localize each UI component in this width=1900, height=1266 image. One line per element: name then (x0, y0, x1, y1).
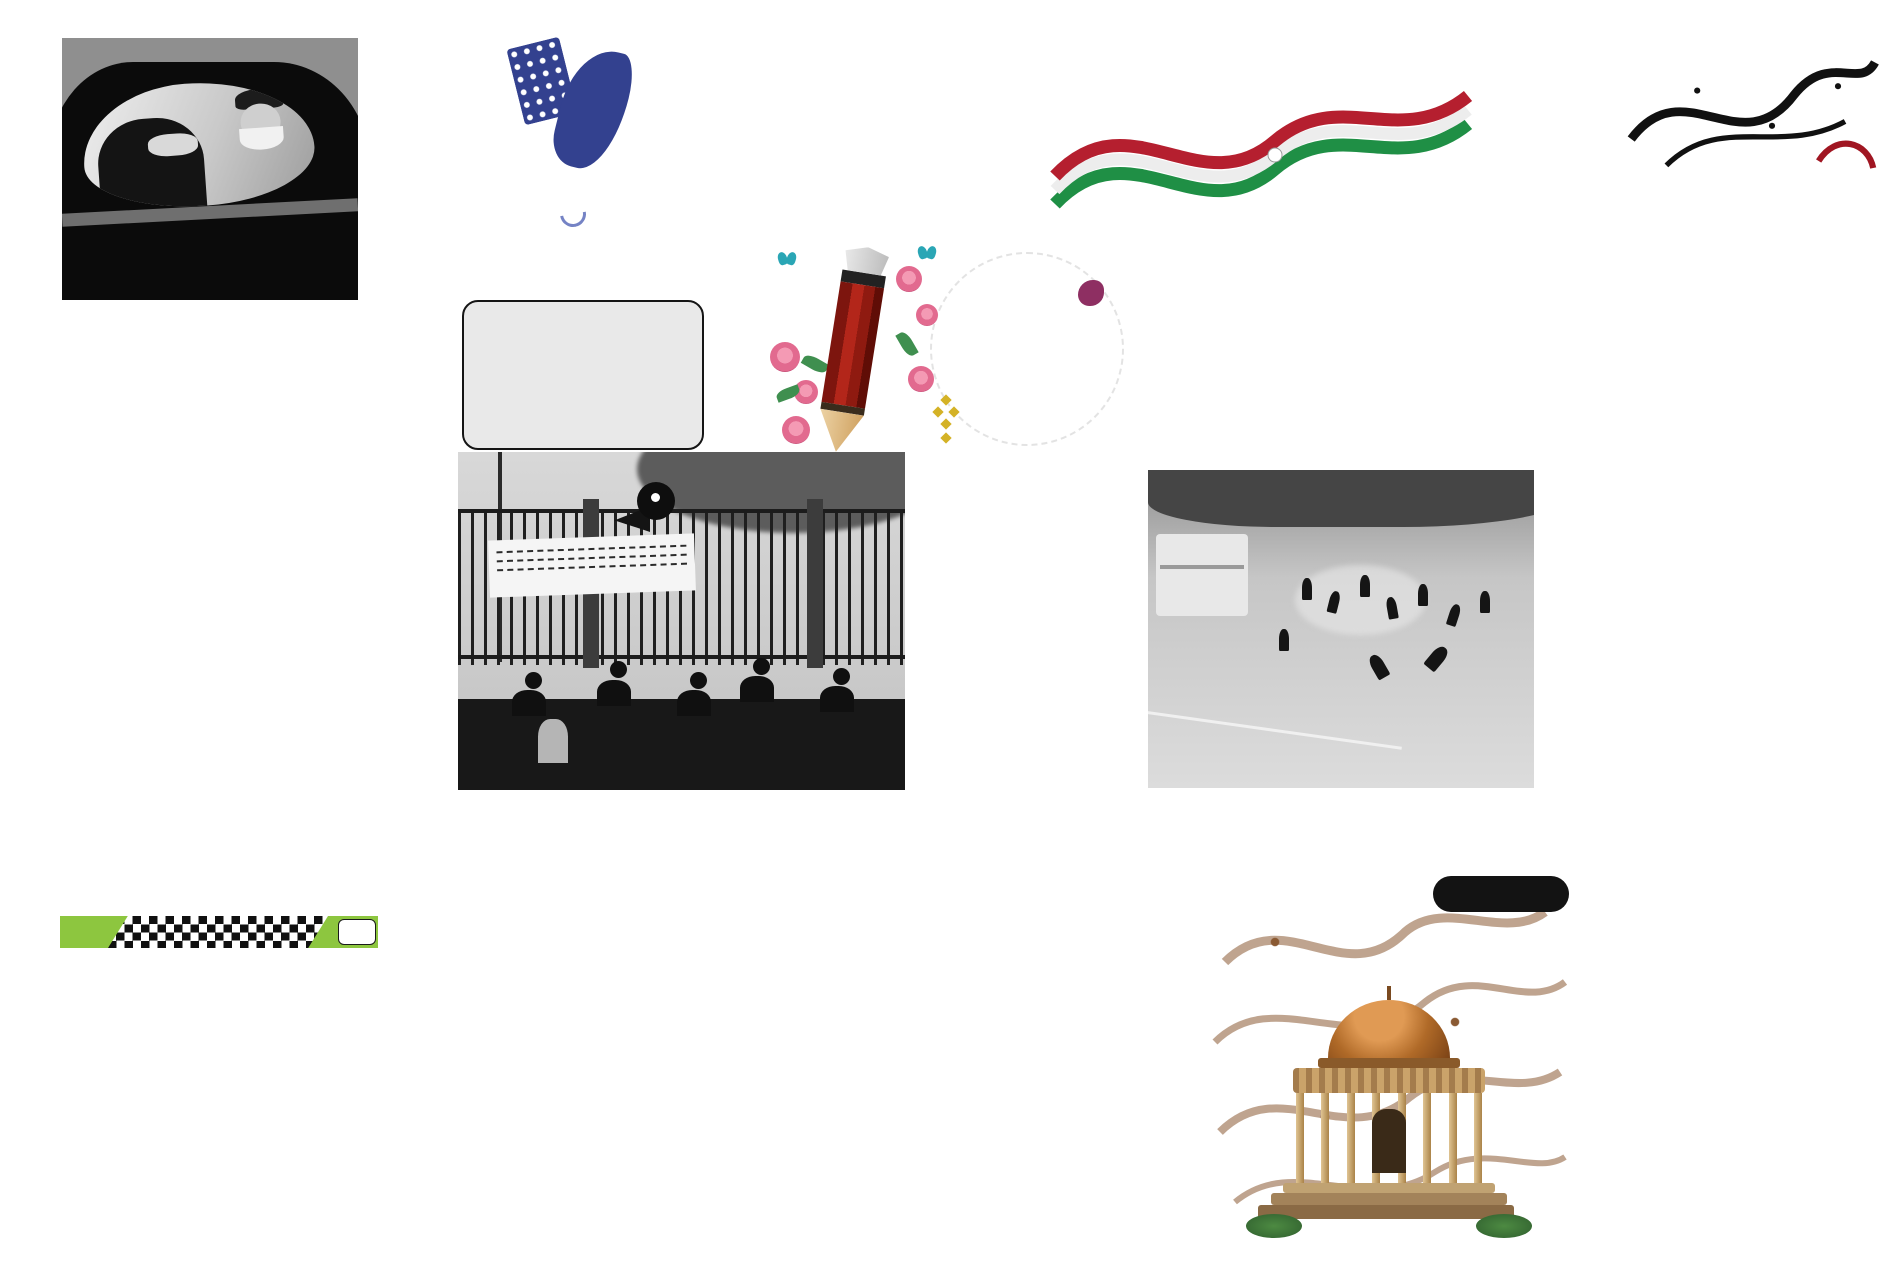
embassy-photo (458, 452, 905, 790)
sizdah-aban-calligraphy (1050, 42, 1480, 282)
figure-silhouette (1480, 591, 1490, 613)
figure-silhouette (1360, 575, 1370, 597)
person-head (690, 672, 707, 689)
person-shoulders (677, 690, 711, 716)
tomb-entablature (1293, 1068, 1485, 1093)
flower-icon (916, 304, 938, 326)
exile-photo (62, 38, 358, 300)
person-shoulders (512, 690, 546, 716)
bismillah-calligraphy (1618, 28, 1882, 206)
driver-silhouette (95, 114, 208, 213)
bismillah-strokes (1618, 28, 1882, 206)
person-head (610, 661, 627, 678)
tomb-drum (1318, 1058, 1460, 1068)
flower-icon (782, 416, 810, 444)
diamond-ornament-icon (934, 396, 958, 444)
protest-banner-shape (488, 533, 695, 598)
figure-silhouette (1279, 629, 1289, 651)
smoke-shape (1295, 565, 1426, 635)
roz-calligraphy (955, 155, 1065, 161)
leaf-icon (801, 352, 830, 375)
embassy-column-2 (688, 800, 905, 1248)
person-silhouette (538, 719, 568, 763)
tomb-dome (1328, 1000, 1450, 1058)
vehicle-shape (1156, 534, 1249, 617)
checker-pattern (108, 916, 328, 948)
figure-silhouette (1446, 603, 1462, 627)
fence-pillar (807, 499, 823, 668)
school-logo (452, 42, 690, 300)
tomb-sarcophagus (1372, 1109, 1406, 1173)
embassy-column-1 (910, 452, 1040, 1244)
flower-icon (896, 266, 922, 292)
pencil-icon (814, 244, 890, 456)
hafez-panel (1205, 872, 1573, 1244)
figure-silhouette (1423, 643, 1450, 672)
crossword-banner (60, 916, 378, 948)
swirl-ornament-icon (555, 196, 591, 232)
beard-shape (239, 126, 284, 151)
figure-silhouette (1302, 578, 1312, 600)
fence-rail (458, 509, 905, 513)
leaf-icon (895, 330, 918, 359)
pencil-body (822, 281, 885, 408)
flower-icon (770, 342, 800, 372)
flower-icon (908, 366, 934, 392)
embassy-column-3 (458, 800, 677, 1248)
exile-column-1 (212, 362, 376, 910)
protests-column-1 (1342, 305, 1535, 467)
curb-line (1148, 709, 1402, 750)
figure-silhouette (1366, 653, 1390, 681)
crossword-grid (26, 950, 392, 1100)
figure-silhouette (1418, 584, 1428, 606)
tomb-step (1283, 1183, 1495, 1193)
tomb-step (1258, 1205, 1514, 1219)
person-head (833, 668, 850, 685)
tomb-finial (1387, 986, 1391, 1000)
fence-rail (458, 655, 905, 659)
crossword-tab-label (338, 919, 376, 945)
credit-box (462, 300, 704, 450)
flame-tulip-icon (511, 42, 631, 180)
pencil-tip (814, 409, 864, 455)
butterfly-icon (918, 246, 936, 259)
bush-icon (1246, 1214, 1302, 1238)
tomb-step (1271, 1193, 1507, 1205)
exile-column-2 (28, 362, 200, 910)
tomb-columns (1296, 1093, 1482, 1183)
person-shoulders (820, 686, 854, 712)
butterfly-icon (778, 252, 796, 265)
flag-ribbon-icon (1050, 42, 1480, 282)
pencil-illustration (768, 246, 953, 466)
protests-photo (1148, 470, 1534, 788)
person-shoulders (597, 680, 631, 706)
bush-icon (1476, 1214, 1532, 1238)
logo-name (452, 186, 690, 234)
exile-article-title (26, 306, 364, 308)
protests-column-2 (1135, 305, 1328, 467)
trees-shape (1148, 470, 1534, 527)
hafez-tomb-illustration (1264, 986, 1514, 1238)
vehicle-stripe (1160, 565, 1245, 569)
person-shoulders (740, 676, 774, 702)
hafez-title-badge (1433, 876, 1569, 912)
person-head (753, 658, 770, 675)
editorial-body (1597, 231, 1881, 1245)
person-head (525, 672, 542, 689)
